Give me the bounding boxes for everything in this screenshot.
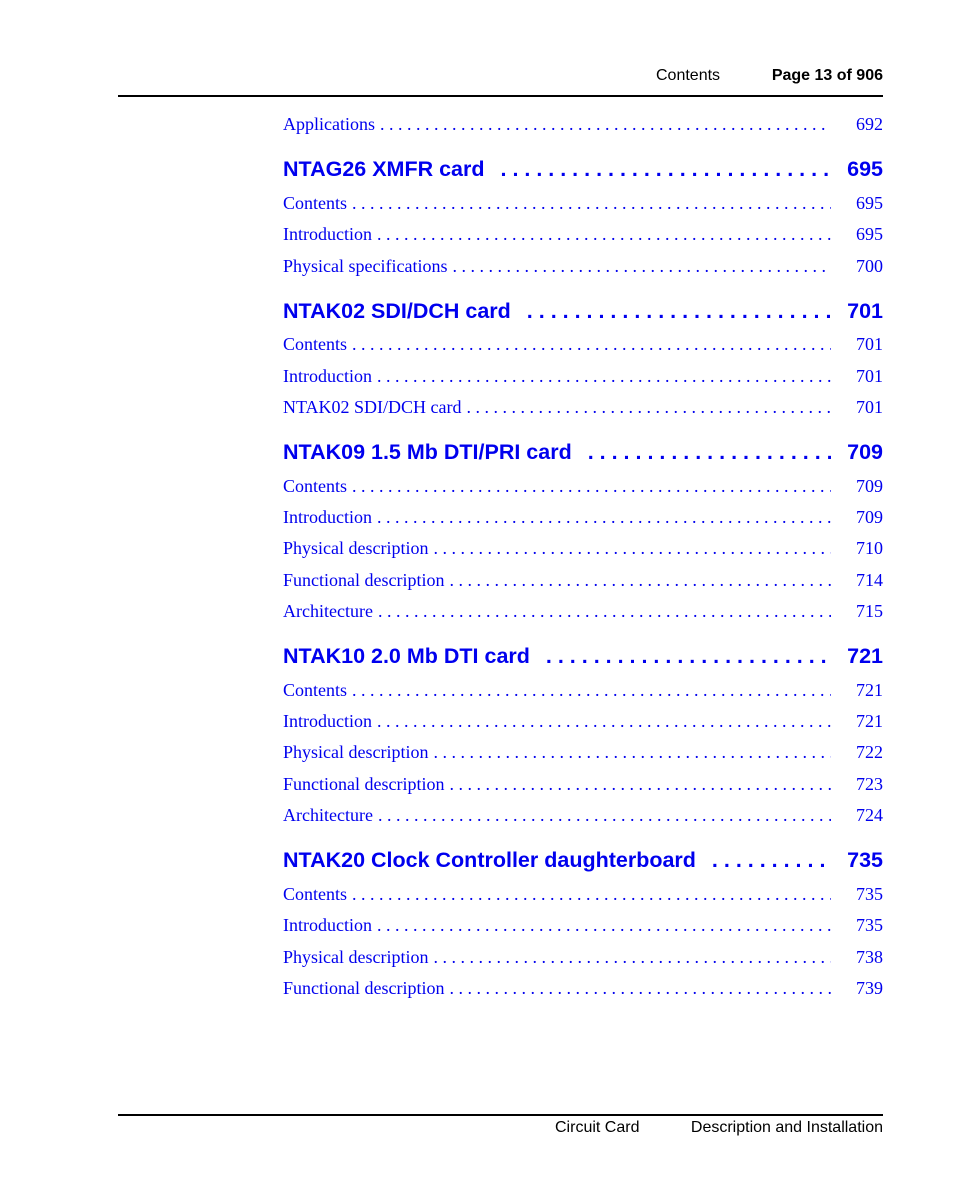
toc-entry-ntak10-contents[interactable]	[283, 678, 883, 702]
footer-document-title: Circuit Card	[555, 1119, 640, 1136]
toc-entry-page: 700	[856, 256, 883, 276]
toc-entry-ntak20-physical-description[interactable]	[283, 945, 883, 969]
toc-entry-title: Applications	[283, 114, 375, 134]
toc-chapter-page: 695	[847, 157, 883, 181]
dot-leader	[377, 364, 831, 388]
dot-leader	[449, 568, 831, 592]
toc-entry-page: 738	[856, 947, 883, 967]
toc-entry-applications[interactable]	[283, 112, 883, 136]
toc-chapter-ntak09[interactable]	[283, 439, 883, 467]
toc-entry-page: 721	[856, 680, 883, 700]
dot-leader	[467, 395, 831, 419]
toc-chapter-title: NTAG26 XMFR card	[283, 157, 485, 181]
toc-entry-ntak09-physical-description[interactable]	[283, 536, 883, 560]
page-number: Page 13 of 906	[771, 67, 883, 84]
running-header-section: Contents	[656, 67, 721, 84]
dot-leader	[449, 976, 831, 1000]
header-rule	[118, 95, 883, 97]
toc-entry-page: 715	[856, 601, 883, 621]
footer-rule	[118, 1114, 883, 1116]
toc-entry-ntag26-physical-specifications[interactable]	[283, 254, 883, 278]
dot-leader	[352, 882, 831, 906]
toc-chapter-ntak10[interactable]	[283, 643, 883, 671]
toc-chapter-page: 701	[847, 299, 883, 323]
toc-entry-page: 735	[856, 915, 883, 935]
toc-entry-title: Contents	[283, 193, 348, 213]
toc-chapter-ntag26[interactable]	[283, 156, 883, 184]
toc-entry-ntak02-contents[interactable]	[283, 332, 883, 356]
toc-entry-page: 695	[856, 193, 883, 213]
toc-entry-page: 701	[856, 366, 883, 386]
dot-leader	[449, 772, 831, 796]
toc-entry-page: 701	[856, 334, 883, 354]
dot-leader	[527, 298, 831, 324]
toc-chapter-page: 735	[847, 848, 883, 872]
toc-chapter-ntak02[interactable]	[283, 298, 883, 326]
toc-entry-page: 724	[856, 805, 883, 825]
toc-chapter-title: NTAK20 Clock Controller daughterboard	[283, 848, 696, 872]
toc-entry-title: Contents	[283, 884, 348, 904]
dot-leader	[501, 156, 832, 182]
toc-entry-page: 695	[856, 224, 883, 244]
toc-chapter-page: 709	[847, 440, 883, 464]
dot-leader	[352, 191, 831, 215]
dot-leader	[380, 112, 831, 136]
toc-entry-title: Functional description	[283, 570, 445, 590]
toc-entry-ntak02-sdi-dch-card[interactable]	[283, 395, 883, 419]
toc-entry-page: 709	[856, 476, 883, 496]
toc-entry-ntag26-contents[interactable]	[283, 191, 883, 215]
toc-entry-title: Introduction	[283, 507, 372, 527]
toc-entry-title: Contents	[283, 476, 348, 496]
dot-leader	[352, 678, 831, 702]
toc-entry-ntak20-functional-description[interactable]	[283, 976, 883, 1000]
toc-entry-title: Physical description	[283, 742, 429, 762]
toc-entry-page: 710	[856, 538, 883, 558]
toc-chapter-title: NTAK02 SDI/DCH card	[283, 299, 511, 323]
toc-entry-ntak10-introduction[interactable]	[283, 709, 883, 733]
dot-leader	[378, 803, 831, 827]
dot-leader	[588, 439, 831, 465]
toc-entry-ntak20-introduction[interactable]	[283, 913, 883, 937]
dot-leader	[377, 505, 831, 529]
dot-leader	[352, 474, 831, 498]
toc-entry-page: 709	[856, 507, 883, 527]
toc-chapter-title: NTAK09 1.5 Mb DTI/PRI card	[283, 440, 572, 464]
toc-entry-title: NTAK02 SDI/DCH card	[283, 397, 462, 417]
toc-entry-page: 739	[856, 978, 883, 998]
toc-entry-title: Physical specifications	[283, 256, 448, 276]
toc-entry-ntak09-contents[interactable]	[283, 474, 883, 498]
toc-entry-ntag26-introduction[interactable]	[283, 222, 883, 246]
toc-entry-ntak20-contents[interactable]	[283, 882, 883, 906]
toc-entry-title: Introduction	[283, 915, 372, 935]
toc-entry-page: 692	[856, 114, 883, 134]
toc-entry-ntak09-introduction[interactable]	[283, 505, 883, 529]
dot-leader	[377, 222, 831, 246]
toc-chapter-ntak20[interactable]	[283, 847, 883, 875]
toc-entry-title: Introduction	[283, 711, 372, 731]
toc-entry-ntak02-introduction[interactable]	[283, 364, 883, 388]
toc-entry-title: Architecture	[283, 601, 373, 621]
toc-entry-title: Contents	[283, 334, 348, 354]
toc-entry-page: 714	[856, 570, 883, 590]
dot-leader	[378, 599, 831, 623]
toc-entry-page: 701	[856, 397, 883, 417]
toc-chapter-title: NTAK10 2.0 Mb DTI card	[283, 644, 530, 668]
dot-leader	[433, 536, 831, 560]
toc-entry-title: Introduction	[283, 224, 372, 244]
toc-entry-title: Physical description	[283, 538, 429, 558]
toc-entry-ntak10-physical-description[interactable]	[283, 740, 883, 764]
toc-entry-title: Introduction	[283, 366, 372, 386]
dot-leader	[452, 254, 831, 278]
footer-document-subtitle: Description and Installation	[690, 1119, 883, 1136]
toc-entry-ntak10-functional-description[interactable]	[283, 772, 883, 796]
toc-entry-ntak09-architecture[interactable]	[283, 599, 883, 623]
dot-leader	[546, 643, 831, 669]
toc-entry-ntak10-architecture[interactable]	[283, 803, 883, 827]
dot-leader	[712, 847, 831, 873]
dot-leader	[352, 332, 831, 356]
toc-entry-title: Functional description	[283, 978, 445, 998]
dot-leader	[433, 945, 831, 969]
toc-entry-title: Contents	[283, 680, 348, 700]
toc-entry-title: Physical description	[283, 947, 429, 967]
toc-entry-title: Architecture	[283, 805, 373, 825]
toc-entry-page: 735	[856, 884, 883, 904]
toc-chapter-page: 721	[847, 644, 883, 668]
toc-entry-page: 721	[856, 711, 883, 731]
toc-entry-title: Functional description	[283, 774, 445, 794]
toc-entry-ntak09-functional-description[interactable]	[283, 568, 883, 592]
dot-leader	[433, 740, 831, 764]
dot-leader	[377, 709, 831, 733]
dot-leader	[377, 913, 831, 937]
toc-entry-page: 723	[856, 774, 883, 794]
toc-entry-page: 722	[856, 742, 883, 762]
